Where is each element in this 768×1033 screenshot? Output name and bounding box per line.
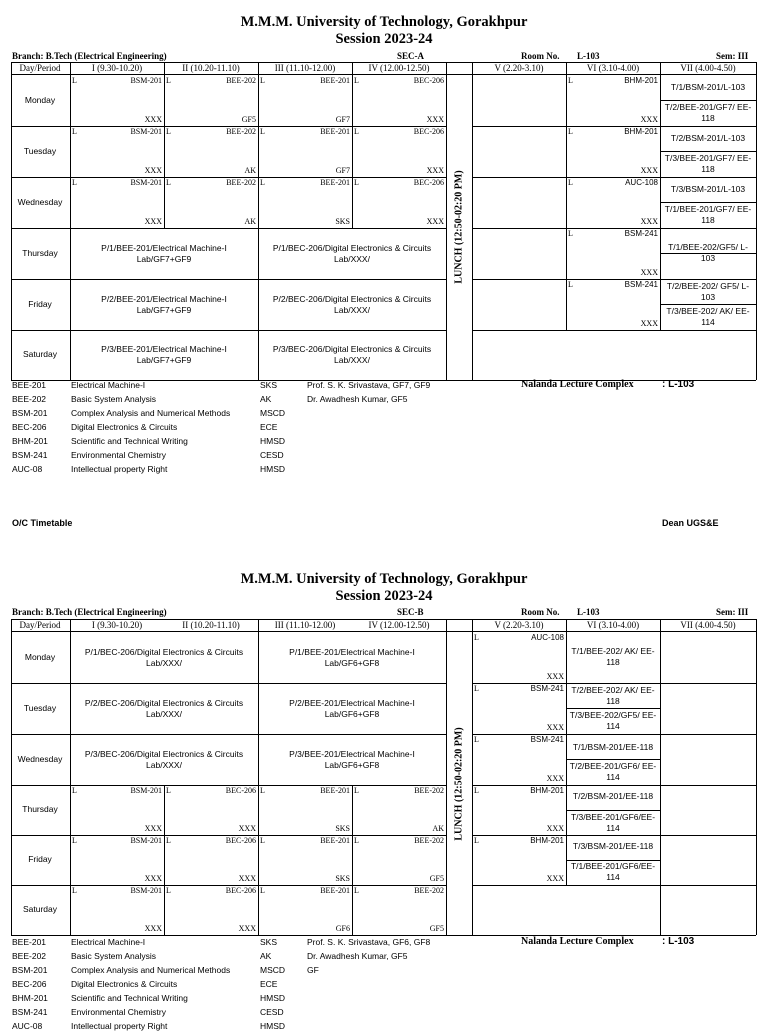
cell-lecture-marker: L [354, 178, 359, 187]
tutorial: T/1/BEE-202/GF5/ L-103 [668, 242, 748, 263]
branch-label: Branch: B.Tech (Electrical Engineering) [12, 51, 167, 61]
lecture-complex: Nalanda Lecture Complex [521, 936, 634, 947]
cell-lecture-marker: L [260, 127, 265, 136]
cell-faculty: XXX [144, 874, 162, 883]
cell-subject: AUC-108 [531, 633, 564, 642]
cell-lecture-marker: L [166, 76, 171, 85]
room-label: Room No. [521, 607, 560, 617]
tutorial: T/2/BSM-201/L-103 [670, 133, 746, 143]
cell-lecture-marker: L [474, 633, 479, 642]
cell-faculty: XXX [144, 824, 162, 833]
cell-faculty: XXX [640, 115, 658, 124]
cell-subject: BEE-201 [320, 127, 350, 136]
cell-subject: BSM-241 [624, 229, 658, 238]
section-label: SEC-B [397, 607, 424, 617]
day-saturday: Saturday [22, 349, 58, 359]
university-title: M.M.M. University of Technology, Gorakhpur [240, 14, 528, 30]
tutorial: T/3/BEE-202/ AK/ EE-114 [666, 306, 750, 327]
cell-subject: BEE-202 [414, 886, 444, 895]
cell-faculty: XXX [640, 319, 658, 328]
cell-subject: BSM-201 [130, 127, 162, 136]
cell-faculty: XXX [546, 723, 564, 732]
tutorial: T/2/BEE-201/GF6/ EE-114 [569, 761, 657, 782]
cell-lecture-marker: L [568, 127, 573, 136]
lab-session: P/1/BEC-206/Digital Electronics & Circuits Lab/XXX/ [272, 243, 432, 264]
lunch-break: LUNCH (12:50-02:20 PM) [453, 170, 465, 284]
grid-sec-b [0, 619, 768, 937]
cell-subject: BEE-201 [320, 178, 350, 187]
cell-subject: BSM-201 [130, 178, 162, 187]
cell-subject: BEE-201 [320, 786, 350, 795]
cell-faculty: GF6 [335, 924, 350, 933]
tutorial: T/3/BEE-201/GF6/EE-114 [570, 812, 656, 833]
cell-subject: BEC-206 [413, 178, 444, 187]
cell-faculty: AK [432, 824, 444, 833]
day-monday: Monday [24, 95, 56, 105]
day-thursday: Thursday [22, 804, 58, 814]
cell-subject: BSM-201 [130, 76, 162, 85]
cell-faculty: SKS [335, 217, 350, 226]
legend-subjects: Electrical Machine-I Basic System Analysis Complex Analysis and Numerical Methods Digital Electronics & Circuits Scientific and Technical Writing Environmental Chemistry Intellectual property Right [71, 937, 231, 1031]
cell-subject: BSM-241 [530, 684, 564, 693]
lab-session: P/2/BEE-201/Electrical Machine-I Lab/GF7+GF9 [101, 294, 227, 315]
cell-subject: BEE-201 [320, 836, 350, 845]
header-period-3: III (11.10-12.00) [274, 63, 336, 73]
cell-faculty: AK [244, 166, 256, 175]
legend-subjects: Electrical Machine-I Basic System Analysis Complex Analysis and Numerical Methods Digital Electronics & Circuits Scientific and Technical Writing Environmental Chemistry Intellectual property Right [71, 380, 231, 474]
cell-faculty: XXX [426, 166, 444, 175]
header-period-5: V (2.20-3.10) [494, 63, 544, 73]
header-period-6: VI (3.10-4.00) [586, 620, 640, 630]
cell-faculty: XXX [426, 115, 444, 124]
tutorial: T/1/BSM-201/EE-118 [572, 742, 654, 752]
lunch-break: LUNCH (12:50-02:20 PM) [453, 727, 465, 841]
day-friday: Friday [28, 299, 52, 309]
cell-lecture-marker: L [166, 127, 171, 136]
legend-depts: SKS AK MSCD ECE HMSD CESD HMSD [260, 380, 286, 474]
lab-session: P/3/BEC-206/Digital Electronics & Circuits Lab/XXX/ [272, 344, 432, 365]
cell-subject: BEE-202 [226, 178, 256, 187]
cell-lecture-marker: L [166, 178, 171, 187]
cell-lecture-marker: L [166, 886, 171, 895]
legend-codes: BEE-201 BEE-202 BSM-201 BEC-206 BHM-201 BSM-241 AUC-08 [12, 937, 48, 1031]
cell-subject: BHM-201 [624, 76, 658, 85]
cell-lecture-marker: L [568, 280, 573, 289]
semester-label: Sem: III [716, 51, 749, 61]
tutorial: T/1/BSM-201/L-103 [670, 82, 746, 92]
cell-lecture-marker: L [260, 786, 265, 795]
header-day-period: Day/Period [19, 63, 61, 73]
cell-faculty: SKS [335, 824, 350, 833]
tutorial: T/1/BEE-201/GF7/ EE-118 [664, 204, 752, 225]
room-number: L-103 [577, 607, 600, 617]
cell-lecture-marker: L [354, 76, 359, 85]
header-period-2: II (10.20-11.10) [182, 63, 240, 73]
cell-subject: BEE-202 [226, 127, 256, 136]
cell-subject: BEE-202 [226, 76, 256, 85]
cell-faculty: XXX [640, 268, 658, 277]
cell-lecture-marker: L [354, 786, 359, 795]
cell-subject: BEC-206 [225, 886, 256, 895]
cell-subject: BEE-202 [414, 786, 444, 795]
university-title: M.M.M. University of Technology, Gorakhpur [240, 571, 528, 587]
header-day-period: Day/Period [19, 620, 61, 630]
cell-lecture-marker: L [72, 886, 77, 895]
tutorial: T/1/BEE-202/ AK/ EE-118 [571, 646, 655, 667]
cell-lecture-marker: L [72, 178, 77, 187]
cell-faculty: AK [244, 217, 256, 226]
tutorial: T/2/BEE-202/ GF5/ L-103 [666, 281, 750, 302]
cell-faculty: XXX [144, 924, 162, 933]
tutorial: T/1/BEE-201/GF6/EE-114 [570, 861, 656, 882]
tutorial: T/3/BEE-201/GF7/ EE-118 [664, 153, 752, 174]
cell-lecture-marker: L [474, 836, 479, 845]
cell-lecture-marker: L [72, 836, 77, 845]
day-monday: Monday [24, 652, 56, 662]
lecture-complex: Nalanda Lecture Complex [521, 379, 634, 390]
cell-subject: BSM-241 [530, 735, 564, 744]
lecture-room: : L-103 [662, 936, 695, 947]
tutorial: T/3/BEE-202/GF5/ EE-114 [569, 710, 657, 731]
cell-faculty: XXX [546, 824, 564, 833]
header-period-7: VII (4.00-4.50) [680, 620, 736, 630]
cell-lecture-marker: L [474, 735, 479, 744]
cell-subject: BSM-201 [130, 836, 162, 845]
tutorial: T/3/BSM-201/EE-118 [572, 841, 654, 851]
cell-faculty: XXX [238, 874, 256, 883]
cell-faculty: XXX [640, 166, 658, 175]
header-period-7: VII (4.00-4.50) [680, 63, 736, 73]
cell-lecture-marker: L [354, 836, 359, 845]
lab-session: P/1/BEE-201/Electrical Machine-I Lab/GF6+GF8 [289, 647, 415, 668]
semester-label: Sem: III [716, 607, 749, 617]
day-friday: Friday [28, 854, 52, 864]
cell-lecture-marker: L [260, 886, 265, 895]
session-title: Session 2023-24 [335, 31, 433, 47]
header-period-4: IV (12.00-12.50) [368, 620, 430, 630]
day-thursday: Thursday [22, 248, 58, 258]
cell-faculty: SKS [335, 874, 350, 883]
cell-lecture-marker: L [72, 127, 77, 136]
cell-faculty: GF7 [335, 166, 350, 175]
cell-subject: BSM-241 [624, 280, 658, 289]
lab-session: P/2/BEE-201/Electrical Machine-I Lab/GF6+GF8 [289, 698, 415, 719]
cell-faculty: GF5 [241, 115, 256, 124]
header-period-6: VI (3.10-4.00) [586, 63, 640, 73]
cell-faculty: XXX [426, 217, 444, 226]
lab-session: P/2/BEC-206/Digital Electronics & Circuits Lab/XXX/ [84, 698, 244, 719]
grid-sec-a [0, 62, 768, 382]
cell-subject: BEE-202 [414, 836, 444, 845]
tutorial: T/3/BSM-201/L-103 [670, 184, 746, 194]
tutorial: T/2/BEE-202/ AK/ EE-118 [571, 685, 655, 706]
cell-faculty: XXX [546, 874, 564, 883]
cell-lecture-marker: L [260, 76, 265, 85]
cell-subject: BHM-201 [530, 786, 564, 795]
cell-faculty: GF5 [429, 924, 444, 933]
lab-session: P/1/BEE-201/Electrical Machine-I Lab/GF7+GF9 [101, 243, 227, 264]
room-number: L-103 [577, 51, 600, 61]
oc-timetable: O/C Timetable [12, 518, 73, 528]
header-period-5: V (2.20-3.10) [494, 620, 544, 630]
lab-session: P/3/BEC-206/Digital Electronics & Circuits Lab/XXX/ [84, 749, 244, 770]
day-tuesday: Tuesday [23, 703, 57, 713]
day-wednesday: Wednesday [17, 754, 63, 764]
cell-faculty: XXX [546, 774, 564, 783]
legend-depts: SKS AK MSCD ECE HMSD CESD HMSD [260, 937, 286, 1031]
cell-subject: AUC-108 [625, 178, 658, 187]
cell-faculty: XXX [144, 217, 162, 226]
cell-subject: BHM-201 [624, 127, 658, 136]
day-saturday: Saturday [22, 904, 58, 914]
header-period-1: I (9.30-10.20) [91, 620, 143, 630]
cell-faculty: GF7 [335, 115, 350, 124]
section-label: SEC-A [397, 51, 425, 61]
header-period-1: I (9.30-10.20) [91, 63, 143, 73]
tutorial: T/2/BEE-201/GF7/ EE-118 [664, 102, 752, 123]
room-label: Room No. [521, 51, 560, 61]
cell-faculty: XXX [144, 115, 162, 124]
header-period-2: II (10.20-11.10) [182, 620, 240, 630]
session-title: Session 2023-24 [335, 588, 433, 604]
lecture-room: : L-103 [662, 379, 695, 390]
cell-subject: BEE-201 [320, 886, 350, 895]
cell-subject: BHM-201 [530, 836, 564, 845]
cell-lecture-marker: L [474, 786, 479, 795]
cell-faculty: XXX [144, 166, 162, 175]
cell-lecture-marker: L [354, 886, 359, 895]
header-period-4: IV (12.00-12.50) [368, 63, 430, 73]
cell-faculty: XXX [546, 672, 564, 681]
cell-subject: BEC-206 [413, 127, 444, 136]
cell-faculty: XXX [238, 924, 256, 933]
cell-lecture-marker: L [166, 836, 171, 845]
cell-faculty: XXX [238, 824, 256, 833]
cell-lecture-marker: L [568, 76, 573, 85]
day-tuesday: Tuesday [23, 146, 57, 156]
cell-lecture-marker: L [166, 786, 171, 795]
cell-faculty: GF5 [429, 874, 444, 883]
cell-lecture-marker: L [72, 786, 77, 795]
tutorial: T/2/BSM-201/EE-118 [572, 791, 654, 801]
header-period-3: III (11.10-12.00) [274, 620, 336, 630]
lab-session: P/3/BEE-201/Electrical Machine-I Lab/GF6+GF8 [289, 749, 415, 770]
cell-lecture-marker: L [568, 178, 573, 187]
dean-signature: Dean UGS&E [662, 518, 719, 528]
lab-session: P/3/BEE-201/Electrical Machine-I Lab/GF7+GF9 [101, 344, 227, 365]
cell-lecture-marker: L [260, 178, 265, 187]
faculty-notes: Prof. S. K. Srivastava, GF6, GF8 Dr. Awadhesh Kumar, GF5 GF [307, 937, 431, 975]
legend-codes: BEE-201 BEE-202 BSM-201 BEC-206 BHM-201 BSM-241 AUC-08 [12, 380, 48, 474]
cell-lecture-marker: L [568, 229, 573, 238]
lab-session: P/1/BEC-206/Digital Electronics & Circuits Lab/XXX/ [84, 647, 244, 668]
cell-lecture-marker: L [72, 76, 77, 85]
cell-subject: BSM-201 [130, 786, 162, 795]
lab-session: P/2/BEC-206/Digital Electronics & Circuits Lab/XXX/ [272, 294, 432, 315]
cell-subject: BEC-206 [225, 836, 256, 845]
cell-subject: BEC-206 [413, 76, 444, 85]
cell-lecture-marker: L [354, 127, 359, 136]
day-wednesday: Wednesday [17, 197, 63, 207]
cell-subject: BEE-201 [320, 76, 350, 85]
cell-lecture-marker: L [474, 684, 479, 693]
cell-subject: BSM-201 [130, 886, 162, 895]
faculty-notes: Prof. S. K. Srivastava, GF7, GF9 Dr. Awadhesh Kumar, GF5 [307, 380, 431, 404]
cell-subject: BEC-206 [225, 786, 256, 795]
cell-lecture-marker: L [260, 836, 265, 845]
branch-label: Branch: B.Tech (Electrical Engineering) [12, 607, 167, 617]
cell-faculty: XXX [640, 217, 658, 226]
